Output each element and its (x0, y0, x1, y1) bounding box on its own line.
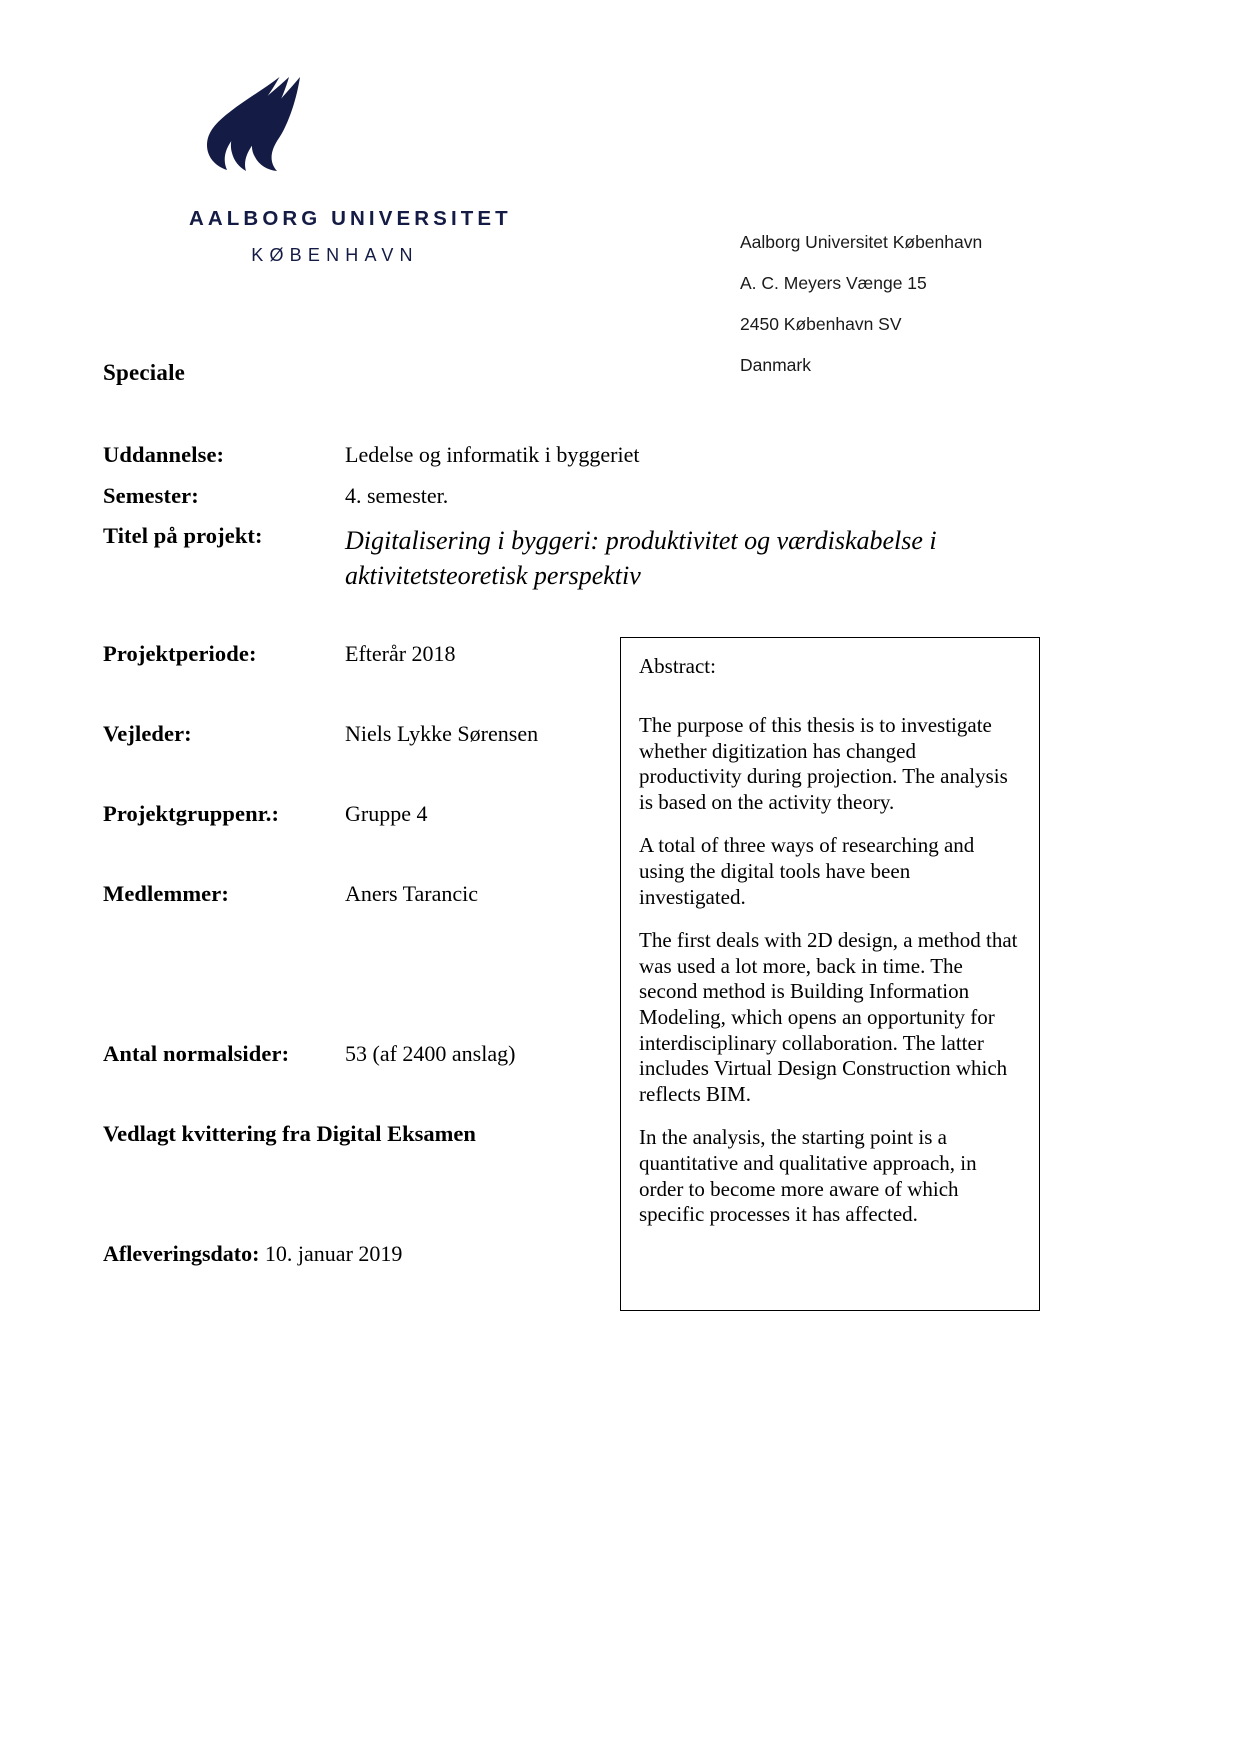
meta-value-project-title: Digitalisering i byggeri: produktivitet og værdiskabelse i aktivitetsteoretisk perspektiv (345, 526, 937, 590)
meta-label-projektperiode: Projektperiode: (103, 641, 257, 666)
logo-sub-wordmark: KØBENHAVN (251, 245, 419, 265)
meta-row-project-title (103, 523, 1063, 593)
logo-wordmark: AALBORG UNIVERSITET (189, 207, 512, 230)
abstract-paragraph-4: In the analysis, the starting point is a quantitative and qualitative approach, in order to become more aware of which specific processes it has affected. (639, 1125, 977, 1227)
document-type-heading: Speciale (103, 360, 186, 385)
abstract-title: Abstract: (639, 654, 716, 678)
meta-value-antal-normalsider: 53 (af 2400 anslag) (345, 1041, 516, 1066)
university-address (740, 222, 982, 386)
meta-label-semester: Semester: (103, 483, 199, 508)
meta-value-vejleder: Niels Lykke Sørensen (345, 721, 539, 746)
meta-label-vejleder: Vejleder: (103, 721, 192, 746)
abstract-paragraph-2: A total of three ways of researching and using the digital tools have been investigated. (639, 833, 975, 909)
meta-value-projektperiode: Efterår 2018 (345, 641, 456, 666)
university-logo-block (188, 75, 518, 266)
address-line-1: Aalborg Universitet København (740, 232, 983, 252)
address-line-3: 2450 København SV (740, 314, 902, 334)
meta-label-antal-normalsider: Antal normalsider: (103, 1041, 290, 1066)
submission-date-line (103, 1241, 402, 1267)
meta-value-medlemmer: Aners Tarancic (345, 881, 479, 906)
address-line-2: A. C. Meyers Vænge 15 (740, 273, 927, 293)
meta-value-semester: 4. semester. (345, 483, 449, 508)
meta-value-uddannelse: Ledelse og informatik i byggeriet (345, 442, 640, 467)
meta-label-medlemmer: Medlemmer: (103, 881, 229, 906)
meta-value-projektgruppenr: Gruppe 4 (345, 801, 428, 826)
attachment-note: Vedlagt kvittering fra Digital Eksamen (103, 1121, 476, 1146)
submission-date-value: 10. januar 2019 (264, 1241, 403, 1266)
abstract-paragraph-1: The purpose of this thesis is to investigate whether digitization has changed productivity during projection. The analysis is based on the activity theory. (639, 713, 1008, 814)
meta-label-project-title: Titel på projekt: (103, 523, 263, 548)
aau-wave-logo-icon (201, 75, 319, 179)
meta-label-projektgruppenr: Projektgruppenr.: (103, 801, 280, 826)
abstract-paragraph-3: The first deals with 2D design, a method that was used a lot more, back in time. The second method is Building Information Modeling, which opens an opportunity for interdisciplinary collaboration. The latter includes Virtual Design Construction which reflects BIM. (639, 928, 1018, 1106)
address-line-4: Danmark (740, 355, 811, 375)
abstract-box (620, 637, 1040, 1311)
meta-row-uddannelse (103, 442, 1063, 468)
meta-label-uddannelse: Uddannelse: (103, 442, 225, 467)
meta-row-semester (103, 483, 1063, 509)
submission-date-label: Afleveringsdato: (103, 1241, 260, 1266)
